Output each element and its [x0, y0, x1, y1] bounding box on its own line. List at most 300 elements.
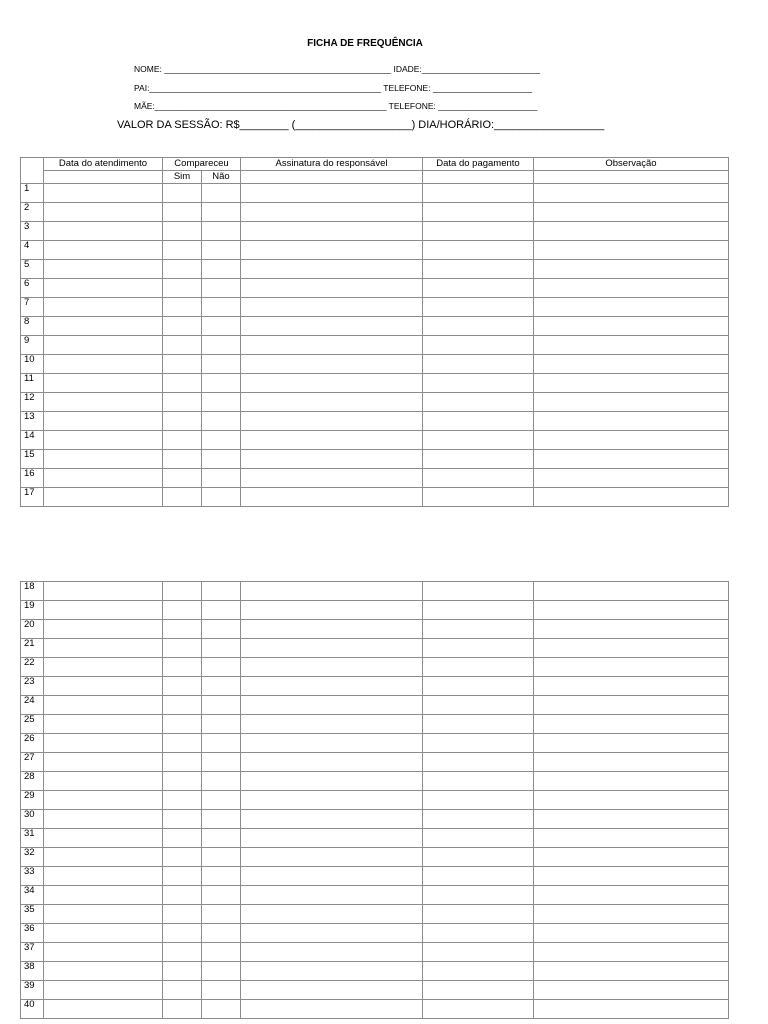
table-row: [21, 810, 729, 829]
cell-assinatura[interactable]: [241, 886, 423, 905]
cell-nao[interactable]: [202, 412, 241, 431]
cell-assinatura[interactable]: [241, 450, 423, 469]
row-number: 14: [21, 431, 44, 450]
cell-sim[interactable]: [163, 260, 202, 279]
cell-data-pagamento[interactable]: [423, 431, 534, 450]
cell-data-pagamento[interactable]: [423, 886, 534, 905]
cell-sim[interactable]: [163, 696, 202, 715]
cell-nao[interactable]: [202, 848, 241, 867]
row-number: 6: [21, 279, 44, 298]
cell-data-pagamento[interactable]: [423, 639, 534, 658]
table-row: [21, 658, 729, 677]
cell-sim[interactable]: [163, 279, 202, 298]
cell-data-atendimento[interactable]: [44, 772, 163, 791]
cell-sim[interactable]: [163, 772, 202, 791]
cell-data-atendimento[interactable]: [44, 222, 163, 241]
cell-data-pagamento[interactable]: [423, 203, 534, 222]
cell-nao[interactable]: [202, 772, 241, 791]
row-number: 17: [21, 488, 44, 507]
cell-nao[interactable]: [202, 431, 241, 450]
cell-sim[interactable]: [163, 582, 202, 601]
cell-data-atendimento[interactable]: [44, 241, 163, 260]
cell-assinatura[interactable]: [241, 658, 423, 677]
cell-observacao[interactable]: [534, 829, 729, 848]
cell-assinatura[interactable]: [241, 317, 423, 336]
cell-sim[interactable]: [163, 298, 202, 317]
cell-sim[interactable]: [163, 241, 202, 260]
row-number: 25: [21, 715, 44, 734]
table-row: [21, 298, 729, 317]
row-number: 1: [21, 184, 44, 203]
cell-nao[interactable]: [202, 734, 241, 753]
cell-observacao[interactable]: [534, 412, 729, 431]
cell-sim[interactable]: [163, 791, 202, 810]
table-row: [21, 184, 729, 203]
row-number: 24: [21, 696, 44, 715]
cell-data-pagamento[interactable]: [423, 336, 534, 355]
cell-data-atendimento[interactable]: [44, 829, 163, 848]
table-row: [21, 943, 729, 962]
cell-data-pagamento[interactable]: [423, 734, 534, 753]
cell-data-atendimento[interactable]: [44, 260, 163, 279]
cell-sim[interactable]: [163, 184, 202, 203]
table-row: [21, 981, 729, 1000]
cell-data-pagamento[interactable]: [423, 772, 534, 791]
cell-data-pagamento[interactable]: [423, 848, 534, 867]
cell-data-pagamento[interactable]: [423, 469, 534, 488]
cell-assinatura[interactable]: [241, 1000, 423, 1019]
cell-observacao[interactable]: [534, 184, 729, 203]
cell-assinatura[interactable]: [241, 962, 423, 981]
table-row: [21, 753, 729, 772]
cell-sim[interactable]: [163, 222, 202, 241]
row-number: 39: [21, 981, 44, 1000]
cell-data-pagamento[interactable]: [423, 317, 534, 336]
cell-observacao[interactable]: [534, 374, 729, 393]
cell-data-atendimento[interactable]: [44, 715, 163, 734]
header-assinatura: Assinatura do responsável: [241, 158, 423, 171]
cell-nao[interactable]: [202, 488, 241, 507]
cell-data-pagamento[interactable]: [423, 829, 534, 848]
header-sim: Sim: [163, 171, 202, 184]
table-row: [21, 734, 729, 753]
table-row: [21, 601, 729, 620]
row-number: 26: [21, 734, 44, 753]
row-number: 36: [21, 924, 44, 943]
cell-nao[interactable]: [202, 355, 241, 374]
table-row: [21, 393, 729, 412]
cell-sim[interactable]: [163, 962, 202, 981]
cell-data-atendimento[interactable]: [44, 336, 163, 355]
pai-telefone-line: PAI:_________________________________________________ TELEFONE: _____________________: [134, 83, 533, 93]
cell-sim[interactable]: [163, 886, 202, 905]
cell-observacao[interactable]: [534, 848, 729, 867]
cell-data-atendimento[interactable]: [44, 488, 163, 507]
cell-observacao[interactable]: [534, 886, 729, 905]
cell-observacao[interactable]: [534, 450, 729, 469]
cell-nao[interactable]: [202, 374, 241, 393]
cell-assinatura[interactable]: [241, 374, 423, 393]
cell-nao[interactable]: [202, 886, 241, 905]
cell-observacao[interactable]: [534, 582, 729, 601]
cell-data-pagamento[interactable]: [423, 582, 534, 601]
cell-assinatura[interactable]: [241, 184, 423, 203]
cell-nao[interactable]: [202, 981, 241, 1000]
cell-nao[interactable]: [202, 753, 241, 772]
cell-nao[interactable]: [202, 620, 241, 639]
cell-data-pagamento[interactable]: [423, 867, 534, 886]
cell-observacao[interactable]: [534, 431, 729, 450]
cell-data-pagamento[interactable]: [423, 905, 534, 924]
cell-observacao[interactable]: [534, 260, 729, 279]
cell-assinatura[interactable]: [241, 298, 423, 317]
cell-assinatura[interactable]: [241, 601, 423, 620]
attendance-table-2: [20, 581, 729, 1019]
cell-observacao[interactable]: [534, 696, 729, 715]
cell-observacao[interactable]: [534, 715, 729, 734]
cell-data-atendimento[interactable]: [44, 203, 163, 222]
cell-data-atendimento[interactable]: [44, 867, 163, 886]
cell-data-atendimento[interactable]: [44, 431, 163, 450]
cell-observacao[interactable]: [534, 867, 729, 886]
cell-sim[interactable]: [163, 639, 202, 658]
cell-assinatura[interactable]: [241, 222, 423, 241]
cell-sim[interactable]: [163, 450, 202, 469]
cell-data-pagamento[interactable]: [423, 791, 534, 810]
cell-sim[interactable]: [163, 848, 202, 867]
cell-assinatura[interactable]: [241, 981, 423, 1000]
cell-assinatura[interactable]: [241, 810, 423, 829]
table-row: [21, 355, 729, 374]
cell-data-pagamento[interactable]: [423, 620, 534, 639]
cell-nao[interactable]: [202, 260, 241, 279]
cell-nao[interactable]: [202, 658, 241, 677]
cell-data-pagamento[interactable]: [423, 753, 534, 772]
cell-observacao[interactable]: [534, 298, 729, 317]
cell-data-atendimento[interactable]: [44, 810, 163, 829]
cell-data-atendimento[interactable]: [44, 791, 163, 810]
cell-observacao[interactable]: [534, 222, 729, 241]
cell-assinatura[interactable]: [241, 772, 423, 791]
cell-data-atendimento[interactable]: [44, 753, 163, 772]
cell-data-pagamento[interactable]: [423, 715, 534, 734]
cell-data-atendimento[interactable]: [44, 412, 163, 431]
cell-nao[interactable]: [202, 393, 241, 412]
table-row: [21, 488, 729, 507]
form-title: FICHA DE FREQUÊNCIA: [307, 38, 423, 49]
cell-assinatura[interactable]: [241, 715, 423, 734]
cell-data-atendimento[interactable]: [44, 601, 163, 620]
cell-nao[interactable]: [202, 203, 241, 222]
nome-idade-line: NOME: ________________________________________________ IDADE:_________________________: [134, 64, 541, 74]
row-number: 29: [21, 791, 44, 810]
cell-data-atendimento[interactable]: [44, 355, 163, 374]
cell-data-pagamento[interactable]: [423, 943, 534, 962]
cell-nao[interactable]: [202, 298, 241, 317]
table-row: [21, 241, 729, 260]
header-assinatura-sub: [241, 171, 423, 184]
header-data-pagamento: Data do pagamento: [423, 158, 534, 171]
row-number: 18: [21, 582, 44, 601]
cell-observacao[interactable]: [534, 677, 729, 696]
cell-assinatura[interactable]: [241, 753, 423, 772]
cell-assinatura[interactable]: [241, 905, 423, 924]
cell-observacao[interactable]: [534, 943, 729, 962]
cell-data-atendimento[interactable]: [44, 848, 163, 867]
cell-sim[interactable]: [163, 734, 202, 753]
cell-sim[interactable]: [163, 412, 202, 431]
cell-assinatura[interactable]: [241, 336, 423, 355]
header-observacao: Observação: [534, 158, 729, 171]
cell-observacao[interactable]: [534, 601, 729, 620]
row-number: 40: [21, 1000, 44, 1019]
cell-sim[interactable]: [163, 810, 202, 829]
cell-assinatura[interactable]: [241, 867, 423, 886]
header-data-pagamento-sub: [423, 171, 534, 184]
row-number: 16: [21, 469, 44, 488]
cell-data-pagamento[interactable]: [423, 810, 534, 829]
cell-sim[interactable]: [163, 601, 202, 620]
row-number: 37: [21, 943, 44, 962]
cell-observacao[interactable]: [534, 924, 729, 943]
cell-assinatura[interactable]: [241, 696, 423, 715]
cell-sim[interactable]: [163, 658, 202, 677]
cell-data-atendimento[interactable]: [44, 620, 163, 639]
cell-assinatura[interactable]: [241, 829, 423, 848]
cell-data-atendimento[interactable]: [44, 924, 163, 943]
cell-nao[interactable]: [202, 696, 241, 715]
cell-assinatura[interactable]: [241, 848, 423, 867]
cell-assinatura[interactable]: [241, 393, 423, 412]
cell-observacao[interactable]: [534, 203, 729, 222]
cell-data-atendimento[interactable]: [44, 639, 163, 658]
cell-data-atendimento[interactable]: [44, 469, 163, 488]
cell-data-pagamento[interactable]: [423, 241, 534, 260]
table-row: [21, 848, 729, 867]
cell-assinatura[interactable]: [241, 469, 423, 488]
cell-nao[interactable]: [202, 943, 241, 962]
cell-sim[interactable]: [163, 981, 202, 1000]
cell-nao[interactable]: [202, 905, 241, 924]
cell-assinatura[interactable]: [241, 639, 423, 658]
cell-data-atendimento[interactable]: [44, 677, 163, 696]
cell-data-pagamento[interactable]: [423, 601, 534, 620]
cell-data-pagamento[interactable]: [423, 924, 534, 943]
cell-observacao[interactable]: [534, 355, 729, 374]
table-row: [21, 336, 729, 355]
cell-nao[interactable]: [202, 715, 241, 734]
table-row: [21, 469, 729, 488]
cell-nao[interactable]: [202, 582, 241, 601]
row-number: 5: [21, 260, 44, 279]
cell-observacao[interactable]: [534, 279, 729, 298]
cell-assinatura[interactable]: [241, 412, 423, 431]
cell-data-pagamento[interactable]: [423, 981, 534, 1000]
cell-nao[interactable]: [202, 810, 241, 829]
cell-assinatura[interactable]: [241, 734, 423, 753]
row-number: 12: [21, 393, 44, 412]
cell-assinatura[interactable]: [241, 241, 423, 260]
cell-nao[interactable]: [202, 829, 241, 848]
cell-nao[interactable]: [202, 601, 241, 620]
cell-nao[interactable]: [202, 867, 241, 886]
valor-sessao-line: VALOR DA SESSÃO: R$________ (___________________) DIA/HORÁRIO:__________________: [117, 119, 605, 131]
cell-nao[interactable]: [202, 791, 241, 810]
cell-sim[interactable]: [163, 905, 202, 924]
cell-sim[interactable]: [163, 1000, 202, 1019]
cell-observacao[interactable]: [534, 734, 729, 753]
cell-assinatura[interactable]: [241, 582, 423, 601]
row-number: 19: [21, 601, 44, 620]
cell-data-pagamento[interactable]: [423, 260, 534, 279]
cell-sim[interactable]: [163, 677, 202, 696]
row-number: 34: [21, 886, 44, 905]
cell-data-atendimento[interactable]: [44, 450, 163, 469]
cell-assinatura[interactable]: [241, 677, 423, 696]
cell-data-pagamento[interactable]: [423, 677, 534, 696]
cell-assinatura[interactable]: [241, 279, 423, 298]
cell-observacao[interactable]: [534, 241, 729, 260]
cell-nao[interactable]: [202, 241, 241, 260]
cell-data-atendimento[interactable]: [44, 1000, 163, 1019]
cell-observacao[interactable]: [534, 905, 729, 924]
cell-data-atendimento[interactable]: [44, 981, 163, 1000]
cell-data-pagamento[interactable]: [423, 658, 534, 677]
cell-assinatura[interactable]: [241, 943, 423, 962]
cell-data-pagamento[interactable]: [423, 279, 534, 298]
cell-assinatura[interactable]: [241, 355, 423, 374]
cell-data-pagamento[interactable]: [423, 184, 534, 203]
cell-assinatura[interactable]: [241, 431, 423, 450]
cell-nao[interactable]: [202, 184, 241, 203]
cell-data-atendimento[interactable]: [44, 658, 163, 677]
cell-observacao[interactable]: [534, 772, 729, 791]
cell-observacao[interactable]: [534, 336, 729, 355]
cell-data-pagamento[interactable]: [423, 450, 534, 469]
cell-data-atendimento[interactable]: [44, 905, 163, 924]
cell-nao[interactable]: [202, 469, 241, 488]
cell-observacao[interactable]: [534, 488, 729, 507]
cell-nao[interactable]: [202, 677, 241, 696]
cell-observacao[interactable]: [534, 658, 729, 677]
cell-data-atendimento[interactable]: [44, 734, 163, 753]
cell-observacao[interactable]: [534, 981, 729, 1000]
cell-data-atendimento[interactable]: [44, 298, 163, 317]
cell-sim[interactable]: [163, 431, 202, 450]
cell-nao[interactable]: [202, 962, 241, 981]
cell-assinatura[interactable]: [241, 791, 423, 810]
cell-data-pagamento[interactable]: [423, 488, 534, 507]
cell-sim[interactable]: [163, 317, 202, 336]
cell-nao[interactable]: [202, 222, 241, 241]
cell-data-pagamento[interactable]: [423, 374, 534, 393]
cell-data-atendimento[interactable]: [44, 393, 163, 412]
row-number: 10: [21, 355, 44, 374]
cell-data-atendimento[interactable]: [44, 582, 163, 601]
cell-sim[interactable]: [163, 943, 202, 962]
cell-sim[interactable]: [163, 469, 202, 488]
header-nao: Não: [202, 171, 241, 184]
row-number: 11: [21, 374, 44, 393]
row-number: 27: [21, 753, 44, 772]
cell-data-pagamento[interactable]: [423, 222, 534, 241]
cell-sim[interactable]: [163, 753, 202, 772]
cell-data-atendimento[interactable]: [44, 374, 163, 393]
table-row: [21, 791, 729, 810]
cell-data-pagamento[interactable]: [423, 393, 534, 412]
header-compareceu: Compareceu: [163, 158, 241, 171]
table-row: [21, 962, 729, 981]
cell-data-pagamento[interactable]: [423, 696, 534, 715]
cell-sim[interactable]: [163, 715, 202, 734]
cell-data-pagamento[interactable]: [423, 412, 534, 431]
cell-nao[interactable]: [202, 639, 241, 658]
cell-observacao[interactable]: [534, 810, 729, 829]
cell-data-atendimento[interactable]: [44, 696, 163, 715]
row-number: 3: [21, 222, 44, 241]
table-row: [21, 715, 729, 734]
table-row: [21, 924, 729, 943]
cell-sim[interactable]: [163, 355, 202, 374]
cell-nao[interactable]: [202, 279, 241, 298]
header-data-atendimento: Data do atendimento: [44, 158, 163, 171]
table-row: [21, 203, 729, 222]
cell-sim[interactable]: [163, 924, 202, 943]
cell-observacao[interactable]: [534, 317, 729, 336]
cell-data-atendimento[interactable]: [44, 184, 163, 203]
cell-assinatura[interactable]: [241, 260, 423, 279]
cell-nao[interactable]: [202, 317, 241, 336]
cell-data-atendimento[interactable]: [44, 886, 163, 905]
cell-data-atendimento[interactable]: [44, 962, 163, 981]
cell-sim[interactable]: [163, 336, 202, 355]
cell-assinatura[interactable]: [241, 203, 423, 222]
cell-sim[interactable]: [163, 203, 202, 222]
cell-nao[interactable]: [202, 336, 241, 355]
cell-nao[interactable]: [202, 1000, 241, 1019]
cell-observacao[interactable]: [534, 962, 729, 981]
cell-nao[interactable]: [202, 450, 241, 469]
cell-observacao[interactable]: [534, 753, 729, 772]
cell-sim[interactable]: [163, 374, 202, 393]
row-number: 21: [21, 639, 44, 658]
cell-data-pagamento[interactable]: [423, 298, 534, 317]
cell-observacao[interactable]: [534, 393, 729, 412]
cell-sim[interactable]: [163, 488, 202, 507]
row-number: 9: [21, 336, 44, 355]
cell-assinatura[interactable]: [241, 924, 423, 943]
cell-data-pagamento[interactable]: [423, 355, 534, 374]
row-number: 31: [21, 829, 44, 848]
cell-data-pagamento[interactable]: [423, 1000, 534, 1019]
cell-sim[interactable]: [163, 393, 202, 412]
cell-observacao[interactable]: [534, 620, 729, 639]
cell-observacao[interactable]: [534, 1000, 729, 1019]
cell-sim[interactable]: [163, 867, 202, 886]
cell-data-atendimento[interactable]: [44, 317, 163, 336]
cell-data-pagamento[interactable]: [423, 962, 534, 981]
cell-data-atendimento[interactable]: [44, 279, 163, 298]
cell-assinatura[interactable]: [241, 488, 423, 507]
cell-sim[interactable]: [163, 620, 202, 639]
cell-sim[interactable]: [163, 829, 202, 848]
cell-data-atendimento[interactable]: [44, 943, 163, 962]
cell-observacao[interactable]: [534, 639, 729, 658]
cell-observacao[interactable]: [534, 469, 729, 488]
cell-observacao[interactable]: [534, 791, 729, 810]
cell-assinatura[interactable]: [241, 620, 423, 639]
cell-nao[interactable]: [202, 924, 241, 943]
